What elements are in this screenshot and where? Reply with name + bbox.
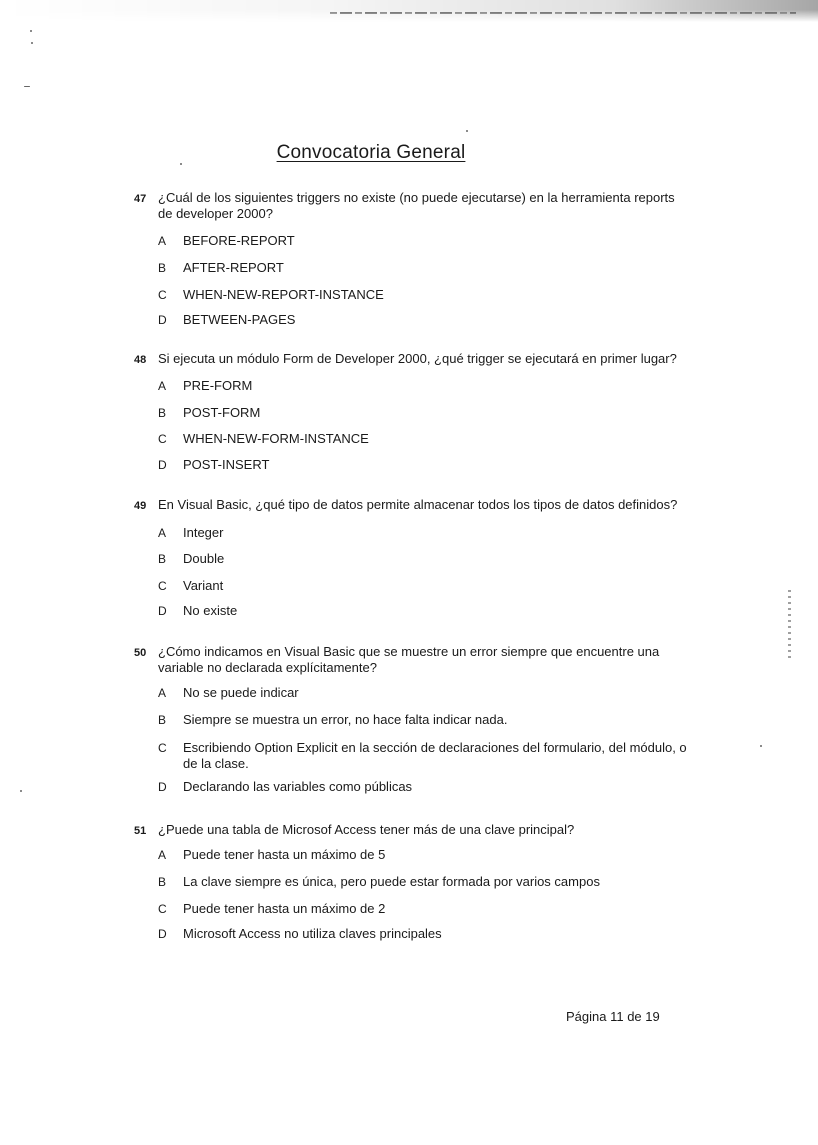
option-letter: B xyxy=(158,713,167,727)
option-text: BEFORE-REPORT xyxy=(183,233,295,248)
scan-speck xyxy=(24,86,30,87)
option-letter: A xyxy=(158,526,167,540)
scan-artifact-top xyxy=(0,0,818,22)
option-letter: A xyxy=(158,379,167,393)
option-letter: C xyxy=(158,432,167,446)
option-letter: D xyxy=(158,604,167,618)
option-letter: C xyxy=(158,741,167,755)
option-text: Microsoft Access no utiliza claves principales xyxy=(183,926,442,941)
option-text: Double xyxy=(183,551,225,566)
question-text: En Visual Basic, ¿qué tipo de datos permite almacenar todos los tipos de datos definidos? xyxy=(158,497,678,512)
option-text: WHEN-NEW-FORM-INSTANCE xyxy=(183,431,369,446)
question-number: 47 xyxy=(134,193,147,205)
option-text: Escribiendo Option Explicit en la sección de declaraciones del formulario, del módulo, o de la clase. xyxy=(183,740,687,771)
option-text: WHEN-NEW-REPORT-INSTANCE xyxy=(183,287,384,302)
option-text: POST-INSERT xyxy=(183,457,270,472)
option-text: No existe xyxy=(183,603,238,618)
question-text: Si ejecuta un módulo Form de Developer 2000, ¿qué trigger se ejecutará en primer lugar? xyxy=(158,351,677,366)
option-letter: A xyxy=(158,234,167,248)
option-letter: A xyxy=(158,686,167,700)
option-letter: B xyxy=(158,875,167,889)
option-letter: D xyxy=(158,780,167,794)
scan-speck xyxy=(30,30,32,32)
question-text: ¿Puede una tabla de Microsof Access tener más de una clave principal? xyxy=(158,822,575,837)
question-text: ¿Cuál de los siguientes triggers no existe (no puede ejecutarse) en la herramienta reports de developer 2000? xyxy=(158,190,675,221)
option-letter: B xyxy=(158,552,167,566)
option-letter: C xyxy=(158,579,167,593)
question-number: 50 xyxy=(134,647,147,659)
option-letter: C xyxy=(158,288,167,302)
option-text: PRE-FORM xyxy=(183,378,253,393)
document-title-wrapper xyxy=(0,142,780,164)
option-text: AFTER-REPORT xyxy=(183,260,284,275)
scan-artifact-right xyxy=(788,590,791,660)
question-number: 51 xyxy=(134,825,147,837)
option-letter: A xyxy=(158,848,167,862)
option-letter: D xyxy=(158,313,167,327)
question-number: 49 xyxy=(134,500,147,512)
question-text: ¿Cómo indicamos en Visual Basic que se muestre un error siempre que encuentre una variable no declarada explícitamente? xyxy=(158,644,660,675)
option-text: Variant xyxy=(183,578,224,593)
option-letter: B xyxy=(158,261,167,275)
document-title: Convocatoria General xyxy=(276,142,466,163)
option-text: BETWEEN-PAGES xyxy=(183,312,296,327)
option-text: Declarando las variables como públicas xyxy=(183,779,413,794)
question-number: 48 xyxy=(134,354,147,366)
option-text: Siempre se muestra un error, no hace falta indicar nada. xyxy=(183,712,508,727)
option-letter: D xyxy=(158,927,167,941)
option-letter: B xyxy=(158,406,167,420)
option-letter: D xyxy=(158,458,167,472)
option-text: La clave siempre es única, pero puede estar formada por varios campos xyxy=(183,874,600,889)
scan-speck xyxy=(20,790,22,792)
option-text: No se puede indicar xyxy=(183,685,299,700)
scan-speck xyxy=(466,130,468,132)
option-text: POST-FORM xyxy=(183,405,261,420)
option-text: Puede tener hasta un máximo de 5 xyxy=(183,847,386,862)
scan-speck xyxy=(31,42,33,44)
option-text: Puede tener hasta un máximo de 2 xyxy=(183,901,386,916)
option-text: Integer xyxy=(183,525,224,540)
page-number: Página 11 de 19 xyxy=(566,1009,660,1024)
scan-speck xyxy=(760,745,762,747)
option-letter: C xyxy=(158,902,167,916)
